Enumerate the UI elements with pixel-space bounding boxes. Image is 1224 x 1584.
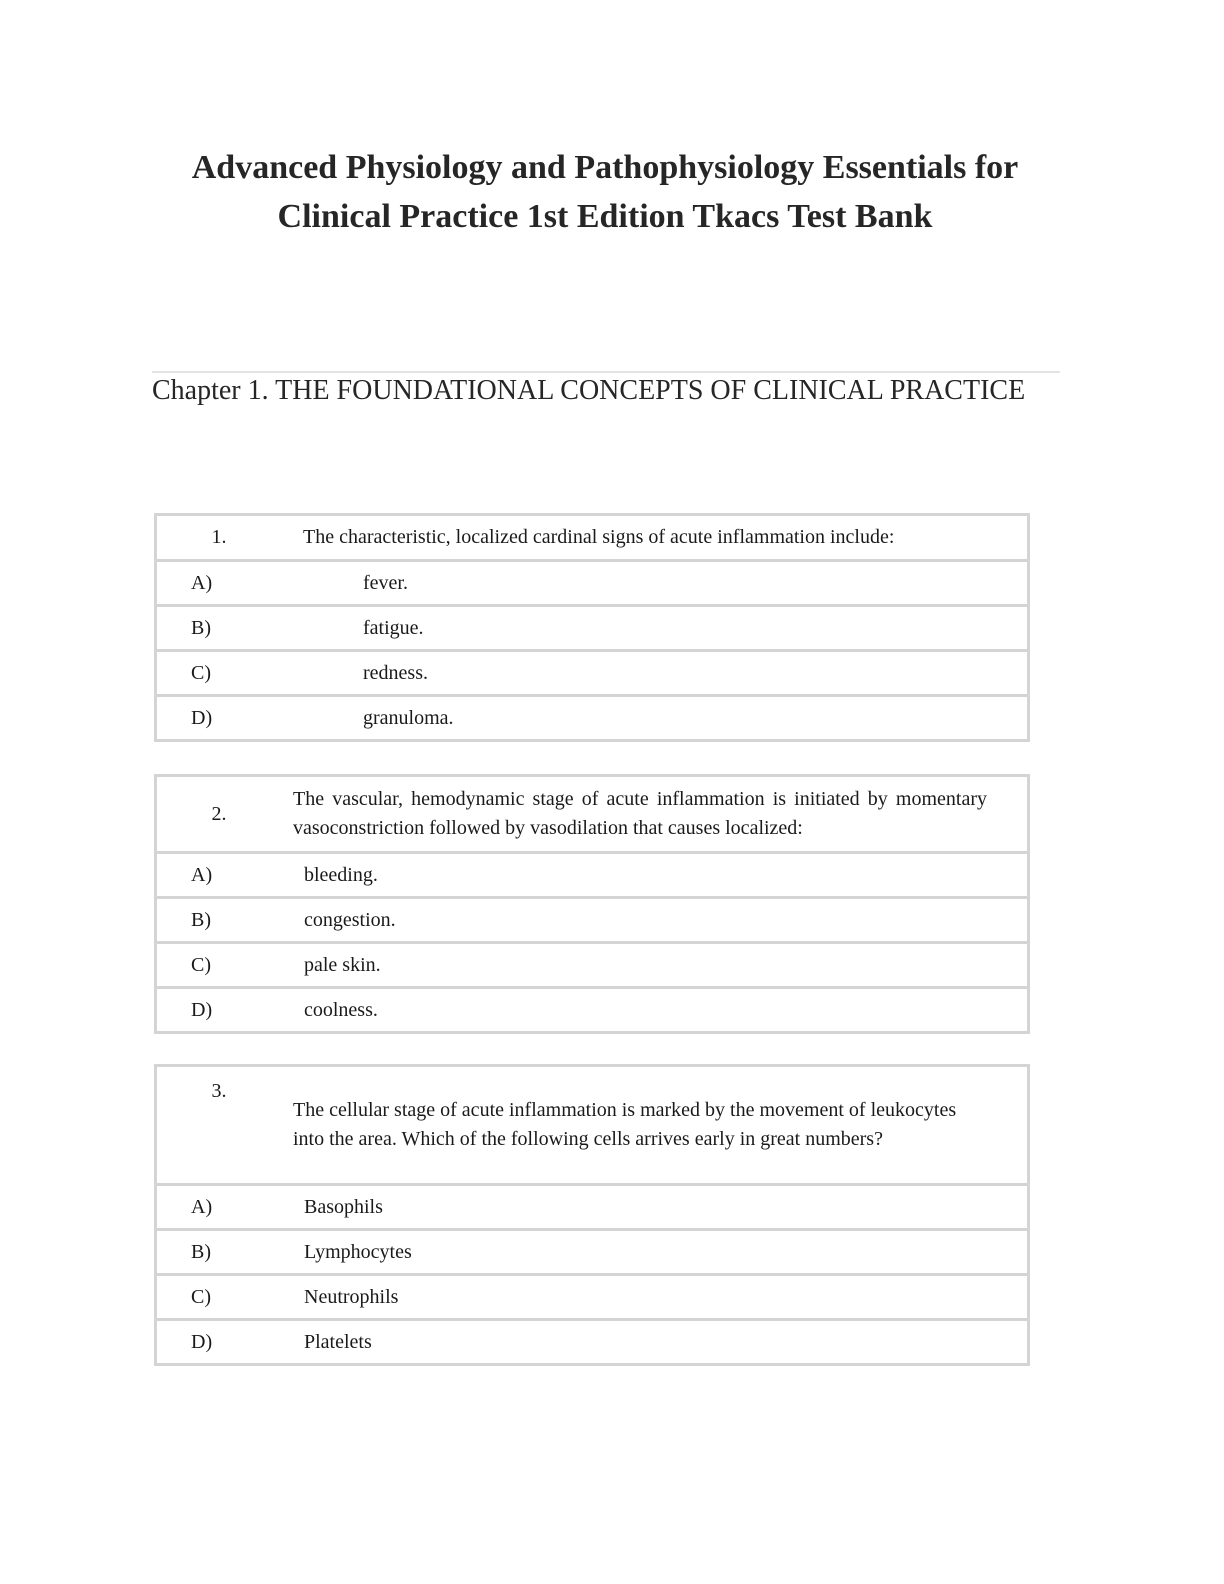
option-letter: B) bbox=[156, 898, 282, 943]
question-number: 3. bbox=[156, 1066, 282, 1185]
option-letter: A) bbox=[156, 853, 282, 898]
option-letter: C) bbox=[156, 651, 282, 696]
question-2-table bbox=[154, 774, 1030, 1034]
option-row-a bbox=[156, 853, 1029, 898]
question-number: 2. bbox=[156, 776, 282, 853]
option-text: granuloma. bbox=[363, 706, 454, 729]
option-row-a bbox=[156, 1185, 1029, 1230]
option-letter: A) bbox=[156, 1185, 282, 1230]
option-row-b bbox=[156, 898, 1029, 943]
option-letter: C) bbox=[156, 1275, 282, 1320]
option-text: congestion. bbox=[281, 898, 1029, 943]
option-text: redness. bbox=[281, 651, 1029, 696]
option-letter: C) bbox=[156, 943, 282, 988]
document-title: Advanced Physiology and Pathophysiology Essentials for Clinical Practice 1st Edition Tkacs Test Bank bbox=[191, 149, 1019, 235]
option-text: Lymphocytes bbox=[281, 1230, 1029, 1275]
question-1-table bbox=[154, 513, 1030, 742]
option-letter: A) bbox=[156, 561, 282, 606]
chapter-heading: Chapter 1. THE FOUNDATIONAL CONCEPTS OF CLINICAL PRACTICE bbox=[152, 375, 1026, 406]
question-text: The characteristic, localized cardinal signs of acute inflammation include: bbox=[281, 515, 1029, 561]
chapter-divider bbox=[152, 371, 1060, 373]
option-text: fatigue. bbox=[281, 606, 1029, 651]
option-text: Neutrophils bbox=[281, 1275, 1029, 1320]
option-letter: B) bbox=[156, 606, 282, 651]
option-letter: D) bbox=[191, 998, 213, 1021]
option-row-c bbox=[156, 943, 1029, 988]
option-row-c bbox=[156, 1275, 1029, 1320]
question-text: The cellular stage of acute inflammation is marked by the movement of leukocytes into the area. Which of the following cells arrives early in great numbers? bbox=[281, 1066, 1029, 1185]
option-text: fever. bbox=[281, 561, 1029, 606]
question-row bbox=[156, 1066, 1029, 1185]
option-letter: D) bbox=[191, 706, 213, 729]
question-row bbox=[156, 776, 1029, 853]
option-row-a bbox=[156, 561, 1029, 606]
option-letter: B) bbox=[156, 1230, 282, 1275]
option-text: Basophils bbox=[281, 1185, 1029, 1230]
option-text: Platelets bbox=[304, 1330, 372, 1353]
option-row-d bbox=[156, 696, 1029, 741]
option-text: pale skin. bbox=[281, 943, 1029, 988]
option-row-d bbox=[156, 988, 1029, 1033]
option-text: bleeding. bbox=[281, 853, 1029, 898]
question-text: The vascular, hemodynamic stage of acute inflammation is initiated by momentary vasoconstriction followed by vasodilation that causes localized: bbox=[281, 776, 1029, 853]
option-row-c bbox=[156, 651, 1029, 696]
option-text: coolness. bbox=[304, 998, 378, 1021]
question-number: 1. bbox=[156, 515, 282, 561]
option-row-b bbox=[156, 1230, 1029, 1275]
option-row-d bbox=[156, 1320, 1029, 1365]
question-row bbox=[156, 515, 1029, 561]
option-letter: D) bbox=[191, 1330, 213, 1353]
question-3-table bbox=[154, 1064, 1030, 1366]
option-row-b bbox=[156, 606, 1029, 651]
